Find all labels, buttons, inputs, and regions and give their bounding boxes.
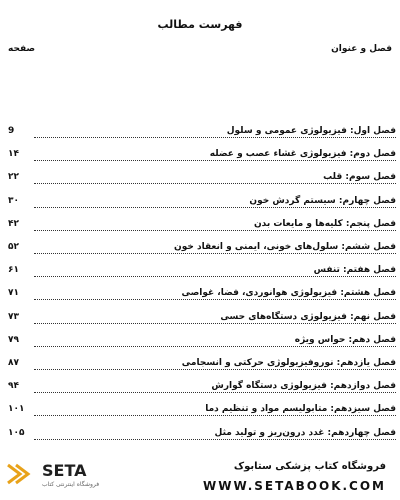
toc-page-number: ۷۹ xyxy=(8,334,19,345)
toc-row xyxy=(8,242,396,258)
toc-row xyxy=(8,196,396,212)
toc-page-number: ۶۱ xyxy=(8,265,19,276)
header-page-number: صفحه xyxy=(8,44,36,54)
page-title: فهرست مطالب xyxy=(157,18,243,31)
toc-page-number: ۱۴ xyxy=(8,149,19,160)
toc-page-number: 9 xyxy=(8,126,15,136)
toc-chapter-title: فصل هشتم: فیزیولوژی هوانوردی، فضا، غواصی xyxy=(181,288,396,299)
toc-row xyxy=(8,288,396,304)
toc-page-number: ۱۰۵ xyxy=(8,427,25,438)
toc-page-number: ۷۳ xyxy=(8,311,19,322)
toc-row xyxy=(8,265,396,281)
dot-leader xyxy=(34,346,396,347)
toc-page-number: ۹۴ xyxy=(8,381,19,392)
toc-chapter-title: فصل دوازدهم: فیزیولوژی دستگاه گوارش xyxy=(211,381,396,392)
dot-leader xyxy=(34,299,396,300)
store-name: فروشگاه کتاب پزشکی ستابوک xyxy=(233,461,386,472)
toc-row xyxy=(8,149,396,165)
header-chapter-title: فصل و عنوان xyxy=(331,44,392,54)
toc-header-row xyxy=(8,44,392,58)
toc-row xyxy=(8,428,396,444)
toc-chapter-title: فصل سوم: قلب xyxy=(323,172,396,183)
dot-leader xyxy=(34,369,396,370)
toc-chapter-title: فصل چهاردهم: غدد درون‌ریز و تولید مثل xyxy=(214,427,396,438)
dot-leader xyxy=(34,323,396,324)
toc-row xyxy=(8,126,396,142)
toc-chapter-title: فصل نهم: فیزیولوژی دستگاه‌های حسی xyxy=(220,311,396,322)
dot-leader xyxy=(34,183,396,184)
toc-chapter-title: فصل پنجم: کلیه‌ها و مایعات بدن xyxy=(253,218,396,229)
toc-row xyxy=(8,404,396,420)
dot-leader xyxy=(34,253,396,254)
dot-leader xyxy=(34,230,396,231)
toc-chapter-title: فصل دهم: حواس ویژه xyxy=(294,334,396,345)
toc-chapter-title: فصل هفتم: تنفس xyxy=(313,265,396,276)
toc-page-number: ۴۲ xyxy=(8,218,19,229)
logo-text: SETA xyxy=(42,461,87,480)
seta-logo xyxy=(6,459,106,489)
dot-leader xyxy=(34,392,396,393)
seta-logo-icon xyxy=(6,459,38,489)
toc-row xyxy=(8,219,396,235)
toc-chapter-title: فصل چهارم: سیستم گردش خون xyxy=(249,195,396,206)
toc-row xyxy=(8,312,396,328)
dot-leader xyxy=(34,137,396,138)
dot-leader xyxy=(34,415,396,416)
toc-row xyxy=(8,335,396,351)
toc-page-number: ۷۱ xyxy=(8,288,19,299)
toc-row xyxy=(8,381,396,397)
toc-chapter-title: فصل یازدهم: نوروفیزیولوژی حرکتی و انسجامی xyxy=(181,358,396,368)
dot-leader xyxy=(34,160,396,161)
toc-chapter-title: فصل دوم: فیزیولوژی غشاء عصب و عضله xyxy=(209,149,396,160)
toc-page-number: ۵۲ xyxy=(8,242,19,252)
dot-leader xyxy=(34,439,396,440)
toc-page-number: ۱۰۱ xyxy=(8,404,25,415)
toc-page-number: ۳۰ xyxy=(8,195,19,206)
logo-subtitle: فروشگاه اینترنتی کتاب xyxy=(42,481,100,488)
toc-page-number: ۸۷ xyxy=(8,358,19,368)
dot-leader xyxy=(34,207,396,208)
toc-row xyxy=(8,358,396,374)
toc-chapter-title: فصل اول: فیزیولوژی عمومی و سلول xyxy=(226,126,396,136)
toc-page-number: ۲۲ xyxy=(8,172,19,183)
toc-row xyxy=(8,172,396,188)
watermark-footer xyxy=(0,455,400,500)
dot-leader xyxy=(34,276,396,277)
toc-chapter-title: فصل سیزدهم: متابولیسم مواد و تنظیم دما xyxy=(205,404,396,415)
store-url[interactable]: WWW.SETABOOK.COM xyxy=(202,479,386,493)
toc-chapter-title: فصل ششم: سلول‌های خونی، ایمنی و انعقاد خون xyxy=(174,242,396,252)
